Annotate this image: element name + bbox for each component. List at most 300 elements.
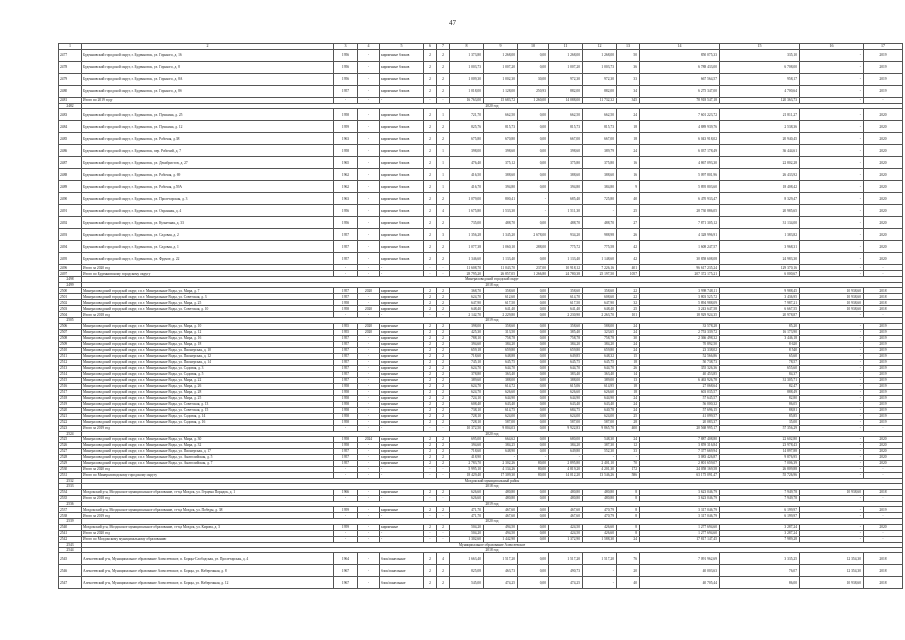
nonresidential-area-cell: 0,00	[518, 513, 549, 519]
nonresidential-area-cell: 1 266,80	[518, 271, 549, 277]
max-cost-cell: -	[800, 495, 864, 501]
floors-cell: 2	[424, 341, 437, 347]
plan-year-cell: 2019	[864, 507, 903, 513]
section-title: 2019 год	[82, 318, 903, 323]
cost-per-unit-cell: 35,00	[720, 419, 800, 425]
row-number: 2536	[59, 501, 82, 506]
cost-total-cell: 52 566,86	[640, 353, 720, 359]
row-number: 2515	[59, 377, 82, 383]
cost-per-unit-cell: 82,47	[720, 383, 800, 389]
overhaul-year-cell: -	[358, 530, 380, 536]
total-area-cell: 28 795,20	[450, 271, 484, 277]
entrances-cell: 2	[437, 193, 450, 205]
private-area-cell: 649,85	[549, 353, 583, 359]
build-year-cell: 1956	[334, 217, 358, 229]
municipal-area-cell: 358,60	[583, 288, 617, 294]
cost-total-cell: 4 328 996,91	[640, 229, 720, 241]
municipal-area-cell: 659,80	[583, 347, 617, 353]
entrances-cell: 2	[437, 294, 450, 300]
living-area-cell: 614,75	[484, 407, 518, 413]
total-area-cell: 728,10	[450, 413, 484, 419]
cost-per-unit-cell: 18 408,42	[720, 181, 800, 193]
floors-cell: -	[424, 312, 437, 318]
municipal-area-cell: 2 401,10	[583, 461, 617, 467]
address-cell: Минераловодский городской округ, г.п.т. Минеральные Воды, ул. Садовая, д. 14	[82, 413, 334, 419]
plan-year-cell: 2019	[864, 347, 903, 353]
private-area-cell: 626,60	[549, 389, 583, 395]
entrances-cell: 2	[437, 50, 450, 62]
nonresidential-area-cell: 0,00	[518, 443, 549, 449]
cost-per-unit-cell: 84,37	[720, 371, 800, 377]
floors-cell: 2	[424, 86, 437, 98]
wall-material-cell: кирпичные блоков	[380, 241, 424, 253]
living-area-cell: 617,50	[484, 300, 518, 306]
floors-cell: 2	[424, 383, 437, 389]
cost-per-unit-cell: 8 620	[720, 341, 800, 347]
row-number: 2532	[59, 479, 82, 484]
living-area-cell: 1 128,00	[484, 86, 518, 98]
nonresidential-area-cell: 0,00	[518, 449, 549, 455]
overhaul-year-cell: -	[358, 359, 380, 365]
municipal-area-cell: 323,65	[583, 329, 617, 335]
municipal-area-cell: 2 263,70	[583, 312, 617, 318]
residents-cell: 18	[617, 133, 640, 145]
wall-material-cell: кирпичные	[380, 341, 424, 347]
build-year-cell: 1962	[334, 181, 358, 193]
row-number: 2517	[59, 389, 82, 395]
plan-year-cell: 2019	[864, 329, 903, 335]
address-cell: Итого за 2018 год	[82, 495, 334, 501]
living-area-cell: 815,73	[484, 121, 518, 133]
wall-material-cell: кирпичные блоков	[380, 145, 424, 157]
entrances-cell: 2	[437, 335, 450, 341]
total-area-cell: 1 675,80	[450, 205, 484, 217]
table-row	[59, 157, 903, 169]
build-year-cell: 1957	[334, 347, 358, 353]
row-number: 2499	[59, 282, 82, 287]
plan-year-cell: 2018	[864, 300, 903, 306]
cost-per-unit-cell: 1 383,82	[720, 229, 800, 241]
nonresidential-area-cell: 0,00	[518, 413, 549, 419]
plan-year-cell: -	[864, 467, 903, 473]
living-area-cell: 644,70	[484, 365, 518, 371]
nonresidential-area-cell: 0,00	[518, 425, 549, 431]
address-cell: Буденновский городской округ, г. Буденновск, ул. Рабочая, д.59А	[82, 181, 334, 193]
total-area-cell: 1 003,73	[450, 62, 484, 74]
plan-year-cell: 2020	[864, 145, 903, 157]
overhaul-year-cell: -	[358, 294, 380, 300]
overhaul-year-cell: -	[358, 553, 380, 565]
build-year-cell: 1963	[334, 133, 358, 145]
wall-material-cell: кирпичные блоков	[380, 217, 424, 229]
floors-cell: 2	[424, 229, 437, 241]
residents-cell: 30	[617, 335, 640, 341]
total-area-cell: 2 783,70	[450, 461, 484, 467]
row-number: 2546	[59, 565, 82, 577]
entrances-cell: 2	[437, 577, 450, 589]
wall-material-cell: кирпичные	[380, 335, 424, 341]
cost-total-cell: 603 035,57	[640, 389, 720, 395]
wall-material-cell: кирпичные	[380, 443, 424, 449]
residents-cell: 36	[617, 62, 640, 74]
private-area-cell: 815,73	[549, 121, 583, 133]
overhaul-year-cell: -	[358, 395, 380, 401]
plan-year-cell: 2020	[864, 455, 903, 461]
max-cost-cell: -	[800, 109, 864, 121]
max-cost-cell: -	[800, 419, 864, 425]
build-year-cell: -	[334, 98, 358, 104]
max-cost-cell: -	[800, 323, 864, 329]
build-year-cell: 1957	[334, 229, 358, 241]
floors-cell: 2	[424, 443, 437, 449]
nonresidential-area-cell: 0,00	[518, 553, 549, 565]
plan-year-cell: 2019	[864, 401, 903, 407]
entrances-cell: 1	[437, 157, 450, 169]
row-number: 2488	[59, 169, 82, 181]
entrances-cell: 2	[437, 377, 450, 383]
overhaul-year-cell: -	[358, 300, 380, 306]
municipal-area-cell: 588,00	[583, 323, 617, 329]
build-year-cell: 1958	[334, 395, 358, 401]
build-year-cell: 1964	[334, 553, 358, 565]
address-cell: Итого за 2020 год	[82, 530, 334, 536]
address-cell: Моздокский р-н, Моздокское муниципальное образование, ст-ца Моздок, ул. Кирова, д. 3	[82, 524, 334, 530]
column-number: 6	[424, 44, 437, 50]
address-cell: Минераловодский городской округ, г.п.т. Минеральные Воды, ул. Мира, д. 12	[82, 329, 334, 335]
municipal-area-cell: 384,80	[583, 181, 617, 193]
cost-total-cell: 20 083,37	[640, 419, 720, 425]
section-title: Моздокский муниципальный район	[82, 479, 903, 484]
overhaul-year-cell: -	[358, 524, 380, 530]
build-year-cell: 1958	[334, 419, 358, 425]
nonresidential-area-cell: 1 260,00	[518, 98, 549, 104]
cost-per-unit-cell: 55 726,96	[720, 473, 800, 479]
column-number: 14	[640, 44, 720, 50]
total-area-cell: 418,90	[450, 455, 484, 461]
entrances-cell: -	[437, 473, 450, 479]
entrances-cell: 2	[437, 300, 450, 306]
floors-cell: 2	[424, 395, 437, 401]
nonresidential-area-cell: 0,00	[518, 329, 549, 335]
max-cost-cell: -	[800, 365, 864, 371]
overhaul-year-cell: -	[358, 455, 380, 461]
address-cell: Буденновский городской округ, г. Буденновск, ул. Горького, д. 8б	[82, 86, 334, 98]
residents-cell: 18	[617, 383, 640, 389]
wall-material-cell: кирпичные блоков	[380, 193, 424, 205]
entrances-cell: 2	[437, 524, 450, 530]
build-year-cell: 1958	[334, 300, 358, 306]
cost-per-unit-cell: 85,85	[720, 413, 800, 419]
wall-material-cell: -	[380, 495, 424, 501]
living-area-cell: 375,12	[484, 157, 518, 169]
private-area-cell: 1 268,00	[549, 50, 583, 62]
private-area-cell: 480,80	[549, 495, 583, 501]
floors-cell: 2	[424, 288, 437, 294]
cost-per-unit-cell: 3 968,31	[720, 241, 800, 253]
entrances-cell: 2	[437, 62, 450, 74]
build-year-cell: 1957	[334, 353, 358, 359]
entrances-cell: -	[437, 467, 450, 473]
nonresidential-area-cell: 0,00	[518, 335, 549, 341]
build-year-cell: 1956	[334, 74, 358, 86]
cost-total-cell: 70 892,50	[640, 341, 720, 347]
section-title: 2018 год	[82, 484, 903, 489]
municipal-area-cell: 7 226,16	[583, 265, 617, 271]
max-cost-cell: -	[800, 181, 864, 193]
private-area-cell: 474,25	[549, 577, 583, 589]
living-area-cell: 388,60	[484, 169, 518, 181]
address-cell: Буденновский городской округ, г. Буденновск, ул. Фрунзе, д. 22	[82, 253, 334, 265]
entrances-cell: 2	[437, 253, 450, 265]
plan-year-cell: 2020	[864, 443, 903, 449]
max-cost-cell: -	[800, 50, 864, 62]
entrances-cell: 1	[437, 169, 450, 181]
cost-per-unit-cell: 22 602,80	[720, 437, 800, 443]
entrances-cell: 2	[437, 217, 450, 229]
wall-material-cell: кирпичные	[380, 288, 424, 294]
table-row	[59, 205, 903, 217]
column-number: 7	[437, 44, 450, 50]
total-area-cell: 1 077,38	[450, 241, 484, 253]
municipal-area-cell: 645,75	[583, 359, 617, 365]
max-cost-cell: -	[800, 359, 864, 365]
wall-material-cell: кирпичные блоков	[380, 86, 424, 98]
overhaul-year-cell: -	[358, 377, 380, 383]
total-area-cell: 389,60	[450, 377, 484, 383]
private-area-cell: 617,50	[549, 300, 583, 306]
plan-year-cell: 2018	[864, 288, 903, 294]
entrances-cell: 2	[437, 133, 450, 145]
table-row	[59, 217, 903, 229]
address-cell: Итого по Моздокскому муниципальному образованию	[82, 536, 334, 542]
cost-per-unit-cell: 6 708,00	[720, 62, 800, 74]
floors-cell: -	[424, 271, 437, 277]
floors-cell: 2	[424, 413, 437, 419]
entrances-cell: 2	[437, 86, 450, 98]
address-cell: Буденновский городской округ, г. Буденновск, ул. Горького, д. 8А	[82, 74, 334, 86]
total-area-cell: 825,08	[450, 565, 484, 577]
max-cost-cell: -	[800, 121, 864, 133]
entrances-cell: 2	[437, 565, 450, 577]
max-cost-cell: -	[800, 467, 864, 473]
wall-material-cell: кирпичные	[380, 353, 424, 359]
residents-cell: 70	[617, 461, 640, 467]
cost-per-unit-cell: 3 287,24	[720, 524, 800, 530]
address-cell: Буденновский городской округ, г. Буденновск, ул. Рабочая, д.38	[82, 133, 334, 145]
cost-per-unit-cell: 57 356,29	[720, 425, 800, 431]
build-year-cell: -	[334, 473, 358, 479]
cost-per-unit-cell: 6 199,97	[720, 513, 800, 519]
column-number: 3	[334, 44, 358, 50]
row-number: 2524	[59, 431, 82, 436]
address-cell: Моздокский р-н, Моздокское муниципальное образование, ст-ца Моздок, ул. Герцена Порядок, д. 1	[82, 489, 334, 495]
nonresidential-area-cell: 0,00	[518, 294, 549, 300]
living-area-cell: 4 134,26	[484, 467, 518, 473]
plan-year-cell: -	[864, 312, 903, 318]
section-title: 2020 год	[82, 431, 903, 436]
residents-cell: 172	[617, 467, 640, 473]
max-cost-cell: -	[800, 133, 864, 145]
living-area-cell: 643,40	[484, 401, 518, 407]
address-cell: Буденновский городской округ, г. Буденновск, ул. Декабристов, д. 27	[82, 157, 334, 169]
residents-cell: 20	[617, 565, 640, 577]
address-cell: Итого за 2020 год	[82, 265, 334, 271]
build-year-cell: 1957	[334, 288, 358, 294]
entrances-cell: -	[437, 495, 450, 501]
living-area-cell: 624,00	[484, 413, 518, 419]
private-area-cell: 467,60	[549, 507, 583, 513]
residents-cell: 16	[617, 157, 640, 169]
address-cell: Минераловодский городской округ, г.п.т. Минеральные Воды, ул. Мира, д. 18	[82, 341, 334, 347]
table-row	[59, 145, 903, 157]
cost-total-cell: 27 068,64	[640, 383, 720, 389]
private-area-cell: -	[549, 455, 583, 461]
total-area-cell: 624,70	[450, 383, 484, 389]
cost-per-unit-cell: 655,60	[720, 365, 800, 371]
cost-total-cell: 33 578,28	[640, 323, 720, 329]
living-area-cell: 1 517,20	[484, 553, 518, 565]
plan-year-cell: -	[864, 536, 903, 542]
nonresidential-area-cell: 0,00	[518, 565, 549, 577]
max-cost-cell: -	[800, 437, 864, 443]
residents-cell: 50	[617, 50, 640, 62]
build-year-cell: 1957	[334, 294, 358, 300]
nonresidential-area-cell: 0,00	[518, 121, 549, 133]
max-cost-cell: -	[800, 443, 864, 449]
column-number: 15	[720, 44, 800, 50]
municipal-area-cell: 725,80	[583, 193, 617, 205]
living-area-cell: 388,00	[484, 377, 518, 383]
cost-per-unit-cell: 9 988,45	[720, 288, 800, 294]
total-area-cell: 626,60	[450, 495, 484, 501]
cost-total-cell: 28 730 886,05	[640, 205, 720, 217]
cost-total-cell: 17 817 147,45	[640, 536, 720, 542]
private-area-cell: 587,00	[549, 419, 583, 425]
row-number: 2496	[59, 265, 82, 271]
overhaul-year-cell: -	[358, 193, 380, 205]
entrances-cell: 2	[437, 461, 450, 467]
wall-material-cell: кирпичные	[380, 371, 424, 377]
floors-cell: 2	[424, 353, 437, 359]
wall-material-cell: -	[380, 98, 424, 104]
floors-cell: 2	[424, 133, 437, 145]
build-year-cell: -	[334, 265, 358, 271]
plan-year-cell: 2019	[864, 377, 903, 383]
plan-year-cell: -	[864, 271, 903, 277]
floors-cell: 2	[424, 253, 437, 265]
plan-year-cell: 2020	[864, 461, 903, 467]
residents-cell: 8	[617, 524, 640, 530]
entrances-cell: 2	[437, 121, 450, 133]
max-cost-cell: 10 938,60	[800, 294, 864, 300]
cost-total-cell: 7 377 669,94	[640, 449, 720, 455]
max-cost-cell: -	[800, 449, 864, 455]
address-cell: Минераловодский городской округ, г.п.т. Минеральные Воды, ул. Мира, д. 10	[82, 323, 334, 329]
build-year-cell: -	[334, 312, 358, 318]
entrances-cell: 4	[437, 205, 450, 217]
municipal-area-cell: 9 865,70	[583, 425, 617, 431]
cost-per-unit-cell: 36 444,61	[720, 145, 800, 157]
residents-cell: 24	[617, 437, 640, 443]
municipal-area-cell: 384,20	[583, 341, 617, 347]
max-cost-cell: -	[800, 74, 864, 86]
floors-cell: -	[424, 467, 437, 473]
total-area-cell: 10 372,50	[450, 425, 484, 431]
row-number: 2525	[59, 437, 82, 443]
max-cost-cell: 10 938,60	[800, 577, 864, 589]
row-number: 2501	[59, 294, 82, 300]
row-number: 2487	[59, 157, 82, 169]
max-cost-cell: -	[800, 347, 864, 353]
plan-year-cell: 2018	[864, 294, 903, 300]
row-number: 2512	[59, 359, 82, 365]
row-number: 2539	[59, 519, 82, 524]
overhaul-year-cell: -	[358, 347, 380, 353]
floors-cell: 2	[424, 489, 437, 495]
row-number: 2500	[59, 288, 82, 294]
municipal-area-cell: 587,00	[583, 419, 617, 425]
nonresidential-area-cell: 0,00	[518, 365, 549, 371]
row-number: 2529	[59, 461, 82, 467]
plan-year-cell: 2020	[864, 181, 903, 193]
cost-total-cell: 3 623 046,79	[640, 489, 720, 495]
address-cell: Алексеевский р-н, Муниципальное образование Алексеевское, п. Борцы, ул. Набережная, д. 8	[82, 565, 334, 577]
plan-year-cell: 2019	[864, 323, 903, 329]
overhaul-year-cell: -	[358, 461, 380, 467]
wall-material-cell: кирпичные	[380, 300, 424, 306]
private-area-cell: 662,50	[549, 109, 583, 121]
wall-material-cell: -	[380, 265, 424, 271]
municipal-area-cell: 13 546,26	[583, 473, 617, 479]
wall-material-cell: кирпичные	[380, 461, 424, 467]
cost-per-unit-cell: 120 363,73	[720, 98, 800, 104]
row-number: 2481	[59, 98, 82, 104]
living-area-cell: 494,50	[484, 530, 518, 536]
overhaul-year-cell: -	[358, 169, 380, 181]
entrances-cell: 2	[437, 306, 450, 312]
living-area-cell: 1 442,90	[484, 536, 518, 542]
private-area-cell: 384,20	[549, 443, 583, 449]
nonresidential-area-cell: 0,00	[518, 407, 549, 413]
row-number: 2540	[59, 524, 82, 530]
row-number: 2514	[59, 371, 82, 377]
cost-total-cell: 7 887 408,80	[640, 437, 720, 443]
plan-year-cell: 2020	[864, 193, 903, 205]
floors-cell: 2	[424, 145, 437, 157]
floors-cell: 2	[424, 241, 437, 253]
plan-year-cell: 2018	[864, 306, 903, 312]
plan-year-cell: 2020	[864, 524, 903, 530]
cost-total-cell: 6 788 433,00	[640, 62, 720, 74]
private-area-cell: 388,00	[549, 377, 583, 383]
row-number: 2523	[59, 425, 82, 431]
cost-per-unit-cell: 20 985,65	[720, 205, 800, 217]
max-cost-cell: -	[800, 217, 864, 229]
build-year-cell: 1965	[334, 157, 358, 169]
residents-cell: 8	[617, 495, 640, 501]
total-area-cell: 648,40	[450, 306, 484, 312]
wall-material-cell: блок/панельные	[380, 577, 424, 589]
row-number: 2531	[59, 473, 82, 479]
total-area-cell: 695,00	[450, 437, 484, 443]
floors-cell: 2	[424, 121, 437, 133]
wall-material-cell: блок/панельные	[380, 553, 424, 565]
cost-per-unit-cell: 3 335,25	[720, 553, 800, 565]
residents-cell: 40	[617, 577, 640, 589]
column-number: 17	[864, 44, 903, 50]
municipal-area-cell: 758,78	[583, 335, 617, 341]
cost-total-cell: 2 753 339,72	[640, 329, 720, 335]
